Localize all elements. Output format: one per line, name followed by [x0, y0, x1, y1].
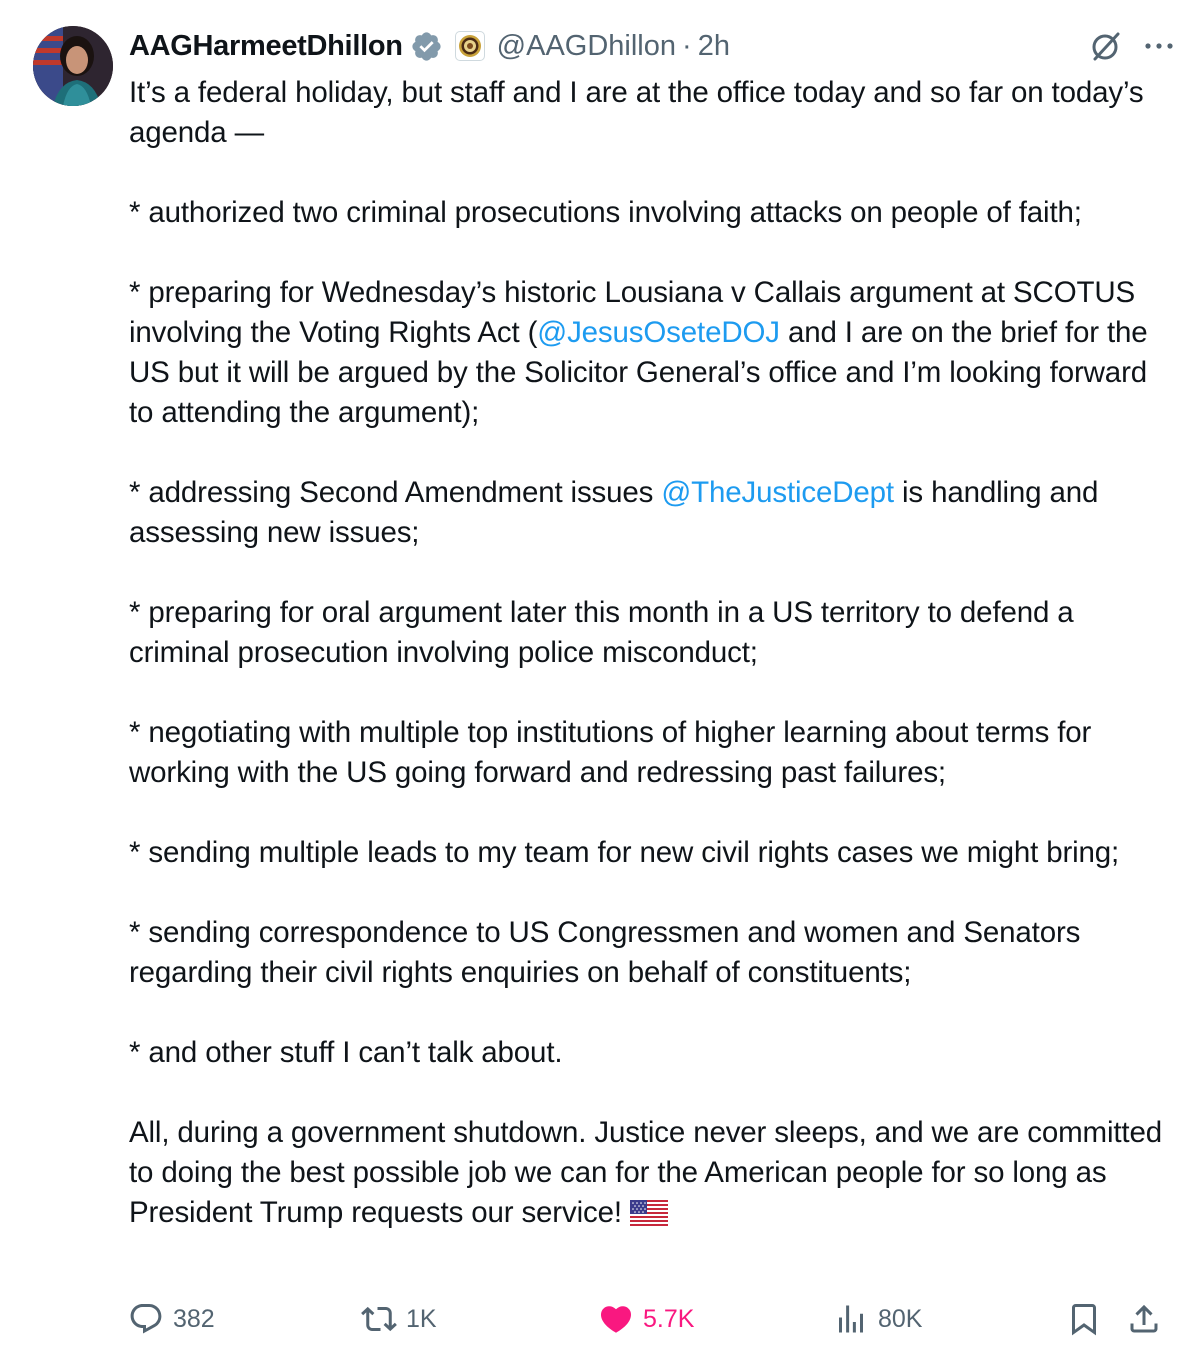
tweet-paragraph-oral-argument: * preparing for oral argument later this month in a US territory to defend a criminal prosecution involving police misconduct;	[129, 596, 1082, 669]
share-button[interactable]	[1126, 1296, 1171, 1342]
mention-link-thejusticedept[interactable]: @TheJusticeDept	[661, 476, 894, 509]
views-count: 80K	[878, 1304, 923, 1333]
reply-count: 382	[173, 1304, 215, 1333]
tweet-text-segment: * preparing for Wednesday’s historic Lousiana v Callais argument at SCOTUS involving the Voting Rights Act (	[129, 276, 1144, 349]
us-flag-emoji	[630, 1197, 668, 1237]
tweet-paragraph-correspondence: * sending correspondence to US Congressmen and women and Senators regarding their civil rights enquiries on behalf of constituents;	[129, 916, 1089, 989]
bookmark-icon	[1066, 1301, 1102, 1337]
reply-button[interactable]	[128, 1296, 215, 1342]
tweet-top-actions	[1088, 28, 1176, 69]
repost-button[interactable]	[361, 1296, 437, 1342]
avatar[interactable]	[33, 26, 113, 106]
tweet-paragraph-negotiating: * negotiating with multiple top institutions of higher learning about terms for working with the US going forward and redressing past failures;	[129, 716, 1100, 789]
bookmark-button[interactable]	[1066, 1296, 1111, 1342]
tweet-text	[129, 73, 1169, 1237]
views-chart-icon	[833, 1301, 869, 1337]
like-count: 5.7K	[643, 1304, 695, 1333]
like-button[interactable]	[598, 1296, 694, 1342]
tweet-paragraph-closing	[129, 1116, 1170, 1229]
like-heart-icon	[598, 1301, 634, 1337]
tweet-header	[129, 26, 730, 66]
avatar-image	[33, 26, 113, 106]
tweet-text-segment: All, during a government shutdown. Justice never sleeps, and we are committed to doing the best possible job we can for the American people for so long as President Trump requests our service!	[129, 1116, 1171, 1229]
grok-icon[interactable]	[1088, 28, 1124, 69]
tweet-paragraph-second-amendment	[129, 476, 1106, 549]
repost-count: 1K	[406, 1304, 437, 1333]
tweet-paragraph-scotus	[129, 276, 1156, 429]
tweet-paragraph-prosecutions: * authorized two criminal prosecutions involving attacks on people of faith;	[129, 196, 1082, 229]
author-display-name[interactable]: AAGHarmeetDhillon	[129, 29, 403, 62]
doj-seal-icon[interactable]	[455, 31, 485, 61]
repost-icon	[361, 1301, 397, 1337]
tweet-text-segment: and I are on the brief for the US but it will be argued by the Solicitor General’s office and I’m looking forward to attending the argument);	[129, 316, 1156, 429]
tweet-action-bar	[128, 1296, 1168, 1342]
tweet-paragraph-leads: * sending multiple leads to my team for new civil rights cases we might bring;	[129, 836, 1120, 869]
share-icon	[1126, 1301, 1162, 1337]
views-button[interactable]	[833, 1296, 922, 1342]
tweet-timestamp[interactable]: 2h	[697, 29, 730, 62]
more-options-icon[interactable]	[1142, 29, 1176, 68]
mention-link-jesusosetedoj[interactable]: @JesusOseteDOJ	[537, 316, 780, 349]
author-handle[interactable]: @AAGDhillon	[496, 29, 677, 62]
tweet-paragraph-intro: It’s a federal holiday, but staff and I are at the office today and so far on today’s agenda —	[129, 76, 1152, 149]
tweet-paragraph-other: * and other stuff I can’t talk about.	[129, 1036, 563, 1069]
tweet-text-segment: is handling and assessing new issues;	[129, 476, 1107, 549]
tweet-text-segment: * addressing Second Amendment issues	[129, 476, 662, 509]
header-separator: ·	[682, 29, 692, 62]
verified-badge-icon[interactable]	[410, 30, 443, 63]
reply-icon	[128, 1301, 164, 1337]
